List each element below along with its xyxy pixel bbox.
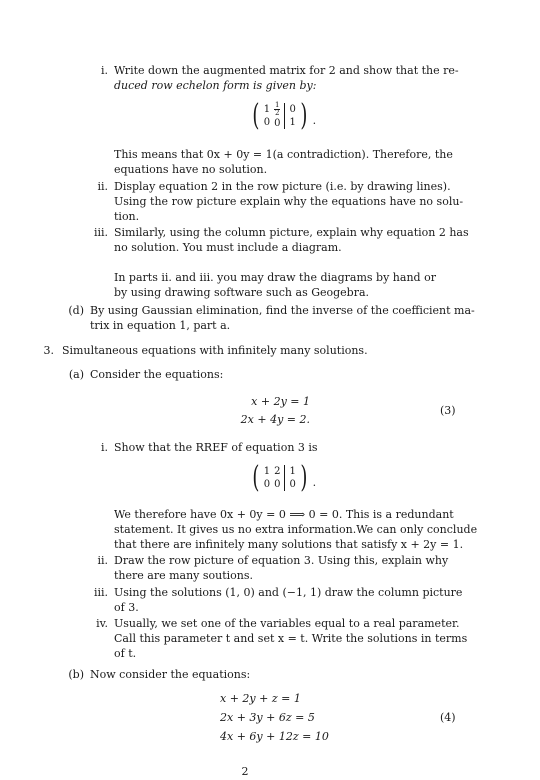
item-i-after-line2: equations have no solution. [114, 163, 268, 176]
item-iii-line2: no solution. You must include a diagram. [114, 241, 342, 254]
augment-bar [284, 465, 285, 491]
augmented-matrix-rref-3: ( 1 0 2 0 1 0 ) . [252, 460, 317, 495]
item-ii-line2: Using the row picture explain why the equations have no solu- [114, 195, 464, 208]
matrix-cell: 0 [274, 118, 281, 129]
matrix-cell: 1 [263, 466, 271, 477]
item-ii-line1: Display equation 2 in the row picture (i.e. by drawing lines). [114, 180, 451, 193]
note-line2: by using drawing software such as Geogebra. [114, 286, 370, 299]
matrix-cell: 0 [289, 104, 296, 115]
item-i-after-line1: This means that 0x + 0y = 1(a contradiction). Therefore, the [114, 148, 453, 161]
item-3a-iii-line2: of 3. [114, 601, 139, 614]
question-3-title: Simultaneous equations with infinitely many solutions. [62, 344, 368, 357]
matrix-cell: 2 [274, 466, 281, 477]
part-b-text: Now consider the equations: [90, 668, 251, 681]
equation-4-line3: 4x + 6y + 12z = 10 [220, 730, 329, 743]
matrix-cell: 1 [289, 466, 296, 477]
augment-bar [284, 103, 285, 129]
equation-number-4: (4) [440, 711, 456, 724]
part-label-a: (a) [68, 368, 84, 381]
item-iii-line1: Similarly, using the column picture, explain why equation 2 has [114, 226, 469, 239]
part-label-b: (b) [68, 668, 84, 681]
equation-3-line2: 2x + 4y = 2. [240, 413, 310, 426]
matrix-fraction-half: $\frac{1}{2}$ [275, 101, 280, 117]
equation-4-line1: x + 2y + z = 1 [220, 692, 301, 705]
item-ii-line3: tion. [114, 210, 140, 223]
equation-4-line2: 2x + 3y + 6z = 5 [220, 711, 315, 724]
item-3a-ii-line2: there are many soutions. [114, 569, 254, 582]
question-label-3: 3. [43, 344, 54, 357]
page-number: 2 [241, 765, 249, 778]
item-label-3a-iii: iii. [93, 586, 108, 599]
part-d-line1: By using Gaussian elimination, find the inverse of the coefficient ma- [90, 304, 475, 317]
item-label-3a-iv: iv. [96, 617, 108, 630]
matrix-cell: 1 [289, 117, 296, 128]
item-3a-i-after-line1: We therefore have 0x + 0y = 0 ⟹ 0 = 0. This is a redundant [114, 508, 454, 521]
item-label-i: i. [100, 64, 108, 77]
equation-number-3: (3) [440, 404, 456, 417]
matrix-cell: 0 [274, 479, 281, 490]
item-label-3a-i: i. [100, 441, 108, 454]
part-a-text: Consider the equations: [90, 368, 224, 381]
item-3a-iv-line1: Usually, we set one of the variables equal to a real parameter. [114, 617, 460, 630]
part-d-line2: trix in equation 1, part a. [90, 319, 231, 332]
equation-3-line1: x + 2y = 1 [251, 395, 310, 408]
matrix-cell: 0 [263, 479, 271, 490]
item-label-3a-ii: ii. [97, 554, 108, 567]
item-3a-i-text: Show that the RREF of equation 3 is [114, 441, 318, 454]
item-3a-iii-line1: Using the solutions (1, 0) and (−1, 1) draw the column picture [114, 586, 463, 599]
item-3a-iv-line3: of t. [114, 647, 137, 660]
matrix-cell: 1 [263, 104, 271, 115]
item-3a-i-after-line2: statement. It gives us no extra information.We can only conclude [114, 523, 478, 536]
item-label-iii: iii. [93, 226, 108, 239]
item-i-line1: Write down the augmented matrix for 2 and show that the re- [114, 64, 459, 77]
matrix-cell: 0 [289, 479, 296, 490]
augmented-matrix-rref-1: ( 1 0 $\frac{1}{2}$ 0 0 1 ) . [252, 98, 317, 133]
part-label-d: (d) [68, 304, 84, 317]
item-label-ii: ii. [97, 180, 108, 193]
item-3a-ii-line1: Draw the row picture of equation 3. Using this, explain why [114, 554, 449, 567]
item-3a-i-after-line3: that there are infinitely many solutions that satisfy x + 2y = 1. [114, 538, 464, 551]
note-line1: In parts ii. and iii. you may draw the diagrams by hand or [114, 271, 436, 284]
item-3a-iv-line2: Call this parameter t and set x = t. Write the solutions in terms [114, 632, 468, 645]
matrix-cell: 0 [263, 117, 271, 128]
item-i-line2: duced row echelon form is given by: [114, 79, 317, 92]
